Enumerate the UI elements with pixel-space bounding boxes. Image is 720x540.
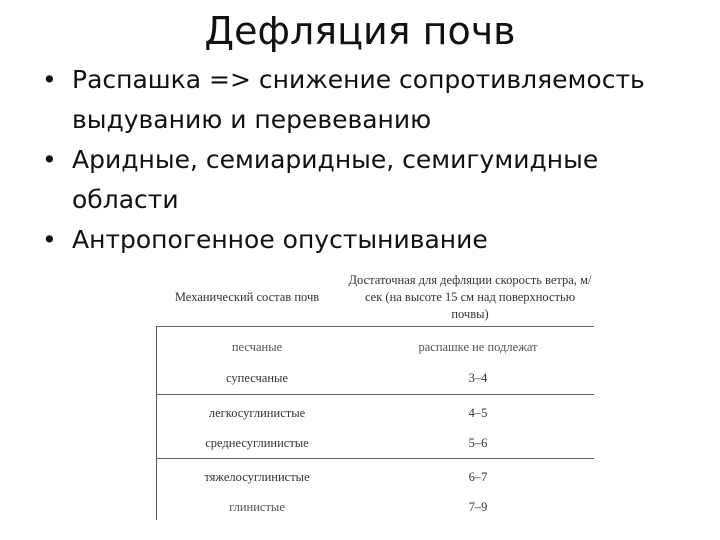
table-row	[152, 492, 594, 524]
soil-cell: супесчаные	[226, 371, 288, 385]
slide-title: Дефляция почв	[204, 9, 516, 53]
bullet-dot-icon: •	[42, 145, 57, 174]
bullet-list	[40, 60, 690, 260]
bullet-dot-icon: •	[42, 225, 57, 254]
header-soil-composition: Механический состав почв	[174, 290, 320, 304]
bullet-text: Аридные, семиаридные, семигумидные области	[72, 145, 599, 214]
bullet-item	[40, 140, 690, 220]
row-divider	[156, 394, 594, 395]
table-row	[152, 428, 594, 460]
speed-cell: 3–4	[468, 371, 488, 385]
speed-cell: 6–7	[468, 470, 488, 484]
bullet-item	[40, 220, 690, 260]
speed-cell: 5–6	[468, 436, 488, 450]
soil-cell: песчаные	[231, 340, 283, 354]
header-wind-speed: Достаточная для дефляции скорость ветра, м/сек (на высоте 15 см над поверхностью почвы)	[348, 273, 592, 321]
soil-cell: легкосуглинистые	[208, 406, 306, 420]
table-row	[152, 398, 594, 430]
table-row	[152, 363, 594, 395]
speed-cell: распашке не подлежат	[418, 340, 538, 354]
speed-cell: 4–5	[468, 406, 488, 420]
soil-cell: среднесуглинистые	[205, 436, 309, 450]
bullet-text: Распашка => снижение сопротивляемость выдуванию и перевеванию	[72, 65, 645, 134]
soil-cell: тяжелосуглинистые	[204, 470, 310, 484]
table-row	[152, 462, 594, 494]
soil-cell: глинистые	[229, 500, 285, 514]
row-divider	[156, 458, 594, 459]
table-header	[152, 262, 594, 326]
bullet-item	[40, 60, 690, 140]
speed-cell: 7–9	[468, 500, 488, 514]
table-row	[152, 332, 594, 364]
header-divider	[156, 326, 594, 327]
bullet-dot-icon: •	[42, 65, 57, 94]
bullet-text: Антропогенное опустынивание	[72, 225, 488, 254]
deflation-table	[152, 262, 594, 524]
